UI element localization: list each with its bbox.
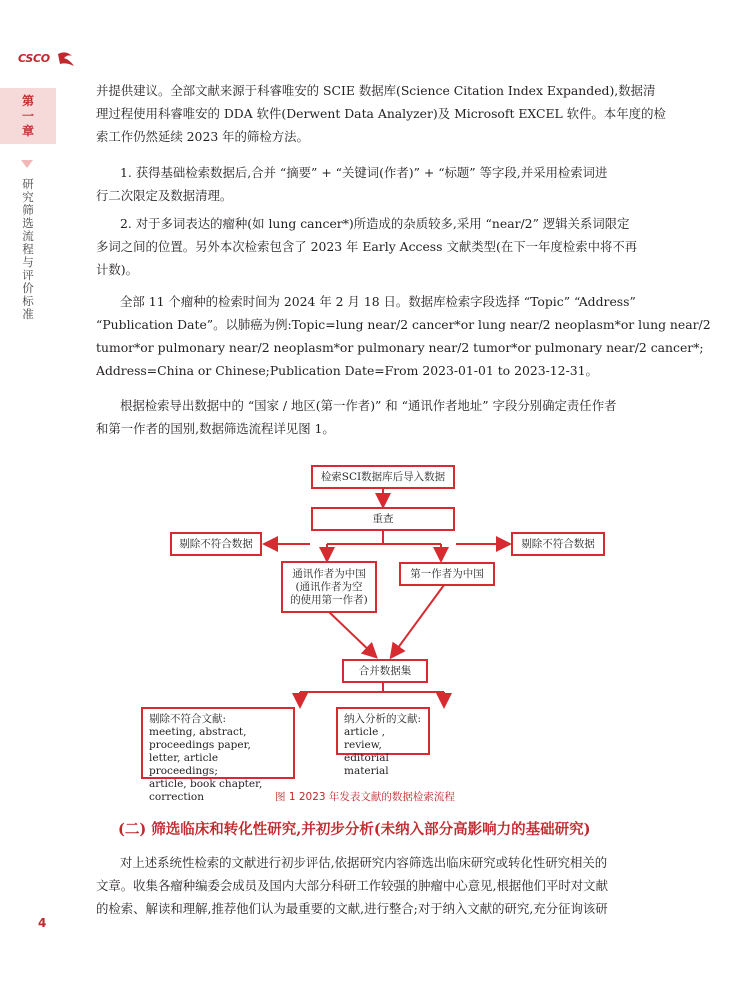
flow-box-dedupe: 重查 bbox=[311, 507, 455, 531]
text-line: 文章。收集各瘤种编委会成员及国内大部分科研工作较强的肿瘤中心意见,根据他们平时对文献 bbox=[96, 878, 608, 893]
chapter-label: 第一章 bbox=[21, 94, 34, 138]
flow-box-line: 通讯作者为中国 bbox=[292, 567, 366, 580]
text-line: 多词之间的位置。另外本次检索包含了 2023 年 Early Access 文献类型(在下一年度检索中将不再 bbox=[96, 239, 638, 254]
flow-box-line: letter, article proceedings; bbox=[149, 752, 219, 777]
flow-box-line: 的使用第一作者) bbox=[290, 593, 368, 606]
text-line: 根据检索导出数据中的 “国家 / 地区(第一作者)” 和 “通讯作者地址” 字段分别确定责任作者 bbox=[120, 398, 617, 413]
flow-box-line: 剔除不符合文献: bbox=[149, 713, 227, 725]
paragraph-6 bbox=[96, 851, 640, 920]
text-line: tumor*or pulmonary near/2 neoplasm*or pulmonary near/2 tumor*or pulmonary near/2 cancer*; bbox=[96, 340, 704, 355]
paragraph-1 bbox=[96, 79, 666, 148]
flow-box-line: 纳入分析的文献: bbox=[344, 713, 422, 725]
text-line: 的检索、解读和理解,推荐他们认为最重要的文献,进行整合;对于纳入文献的研究,充分征询该研 bbox=[96, 901, 608, 916]
text-line: 和第一作者的国别,数据筛选流程详见图 1。 bbox=[96, 421, 335, 436]
flow-box-line: proceedings paper, bbox=[149, 739, 251, 751]
text-line: 索工作仍然延续 2023 年的筛检方法。 bbox=[96, 129, 309, 144]
triangle-marker-icon bbox=[21, 160, 33, 168]
logo-text: CSCO bbox=[18, 52, 50, 65]
text-line: 行二次限定及数据清理。 bbox=[96, 188, 233, 203]
flow-box-excluded bbox=[141, 707, 295, 803]
flow-box-line: article, book chapter, correction bbox=[149, 778, 263, 803]
flow-box-line: (通讯作者为空 bbox=[295, 580, 363, 593]
text-line: 对上述系统性检索的文献进行初步评估,依据研究内容筛选出临床研究或转化性研究相关的 bbox=[120, 855, 608, 870]
text-line: 计数)。 bbox=[96, 262, 139, 277]
text-line: Address=China or Chinese;Publication Date=From 2023-01-01 to 2023-12-31。 bbox=[96, 363, 598, 378]
flow-box-line: article , review, bbox=[344, 726, 385, 751]
flow-box-included bbox=[336, 707, 430, 777]
text-line: 全部 11 个瘤种的检索时间为 2024 年 2 月 18 日。数据库检索字段选择 “Topic” “Address” bbox=[120, 294, 636, 309]
text-line: 1. 获得基础检索数据后,合并 “摘要” + “关键词(作者)” + “标题” 等字段,并采用检索词进 bbox=[120, 165, 608, 180]
flow-box-merge: 合并数据集 bbox=[342, 659, 428, 683]
paragraph-4 bbox=[96, 290, 711, 382]
text-line: “Publication Date”。以肺癌为例:Topic=lung near/2 cancer*or lung near/2 neoplasm*or lung near/2 bbox=[96, 317, 711, 332]
flow-box-line: meeting, abstract, bbox=[149, 726, 247, 738]
flow-box-remove-right: 剔除不符合数据 bbox=[511, 532, 605, 556]
flow-box-import: 检索SCI数据库后导入数据 bbox=[311, 465, 455, 489]
text-line: 2. 对于多词表达的瘤种(如 lung cancer*)所造成的杂质较多,采用 “near/2” 逻辑关系词限定 bbox=[120, 216, 630, 231]
paragraph-2 bbox=[96, 161, 640, 207]
paragraph-3 bbox=[96, 212, 640, 281]
figure-caption: 图 1 2023 年发表文献的数据检索流程 bbox=[275, 791, 455, 803]
page-number: 4 bbox=[38, 916, 47, 930]
section-heading: (二) 筛选临床和转化性研究,并初步分析(未纳入部分高影响力的基础研究) bbox=[118, 821, 591, 838]
paragraph-5 bbox=[96, 394, 640, 440]
flow-box-first-author: 第一作者为中国 bbox=[399, 562, 495, 586]
text-line: 理过程使用科睿唯安的 DDA 软件(Derwent Data Analyzer)及 Microsoft EXCEL 软件。本年度的检 bbox=[96, 106, 666, 121]
flow-box-remove-left: 剔除不符合数据 bbox=[170, 532, 262, 556]
section-side-title: 研究筛选流程与评价标准 bbox=[22, 177, 34, 321]
text-line: 并提供建议。全部文献来源于科睿唯安的 SCIE 数据库(Science Citation Index Expanded),数据清 bbox=[96, 83, 656, 98]
flow-box-line: editorial material bbox=[344, 752, 389, 777]
flow-box-corresponding-author bbox=[281, 561, 377, 613]
